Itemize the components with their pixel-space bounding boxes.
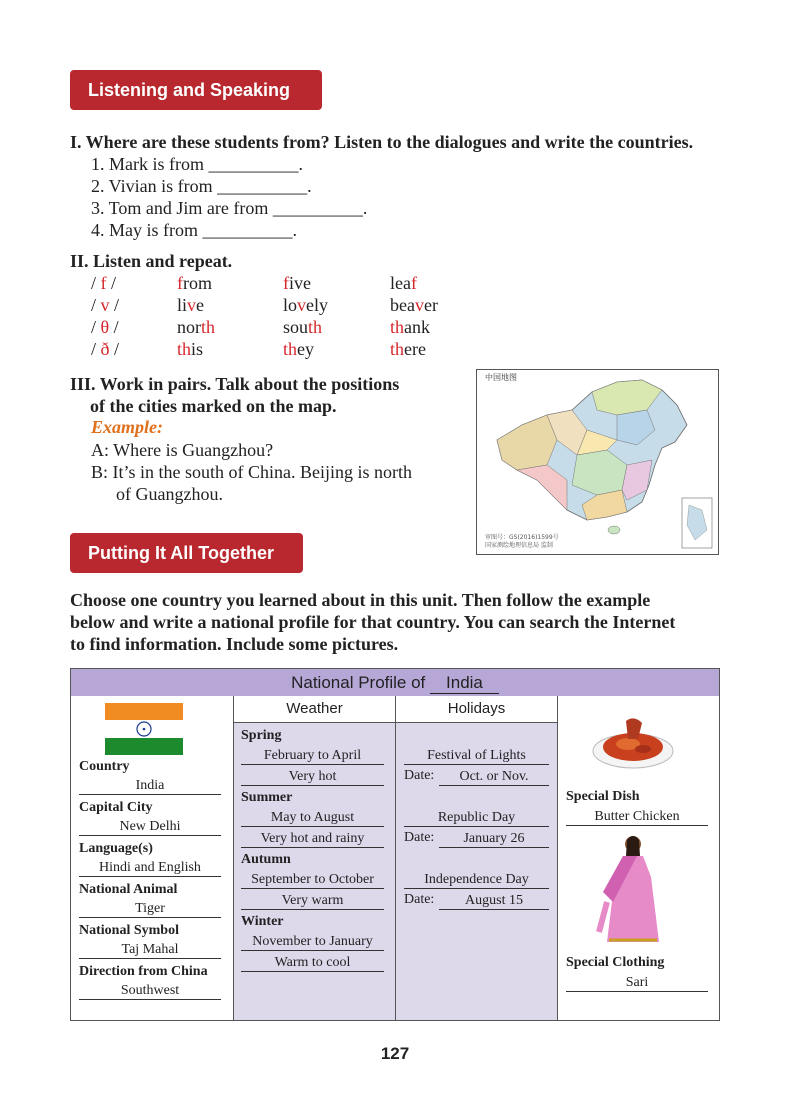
section-banner-putting-together: Putting It All Together xyxy=(70,533,303,573)
country-value: India xyxy=(79,777,221,795)
exercise-1-item: 1. Mark is from __________. xyxy=(91,154,303,174)
dialogue-line-b: B: It’s in the south of China. Beijing is north xyxy=(91,462,412,482)
holiday-1-name: Festival of Lights xyxy=(404,747,549,765)
phonics-word: beaver xyxy=(390,295,438,315)
profile-title: National Profile of India xyxy=(71,669,719,697)
phonetic-symbol: / ð / xyxy=(91,339,120,359)
culture-column xyxy=(558,696,719,1020)
winter-desc: Warm to cool xyxy=(241,954,384,972)
exercise-1-title: I. Where are these students from? Listen to the dialogues and write the countries. xyxy=(70,132,694,152)
phonics-word: this xyxy=(177,339,204,359)
task-line: below and write a national profile for that country. You can search the Internet xyxy=(70,612,676,632)
task-line: Choose one country you learned about in this unit. Then follow the example xyxy=(70,590,651,610)
clothing-value: Sari xyxy=(566,974,708,992)
holiday-2-name: Republic Day xyxy=(404,809,549,827)
language-value: Hindi and English xyxy=(79,859,221,877)
phonics-word: five xyxy=(283,273,311,293)
exercise-3-title-cont: of the cities marked on the map. xyxy=(90,396,337,416)
holiday-1-date-label: Date: xyxy=(404,768,435,783)
phonetic-symbol: / f / xyxy=(91,273,117,293)
winter-label: Winter xyxy=(241,914,284,929)
phonics-word: thank xyxy=(390,317,431,337)
autumn-months: September to October xyxy=(241,871,384,889)
direction-value: Southwest xyxy=(79,982,221,1000)
holiday-3-date: August 15 xyxy=(439,892,549,910)
holidays-header: Holidays xyxy=(396,696,557,723)
basic-info-column xyxy=(71,696,234,1020)
china-map-drawing xyxy=(477,370,719,555)
spring-label: Spring xyxy=(241,728,282,743)
exercise-3-title: III. Work in pairs. Talk about the positions xyxy=(70,374,400,394)
autumn-desc: Very warm xyxy=(241,892,384,910)
butter-chicken-icon xyxy=(588,711,678,771)
india-flag-icon xyxy=(105,703,183,755)
example-label: Example: xyxy=(91,417,163,437)
china-map xyxy=(476,369,719,555)
symbol-label: National Symbol xyxy=(79,923,179,938)
holiday-1-date: Oct. or Nov. xyxy=(439,768,549,786)
map-note: 审图号：GS(2016)1599号 国家测绘地理信息局 监制 xyxy=(485,534,559,549)
spring-months: February to April xyxy=(241,747,384,765)
weather-header: Weather xyxy=(234,696,395,723)
clothing-label: Special Clothing xyxy=(566,955,665,970)
phonics-word: live xyxy=(177,295,205,315)
country-label: Country xyxy=(79,759,130,774)
animal-value: Tiger xyxy=(79,900,221,918)
holiday-3-date-label: Date: xyxy=(404,892,435,907)
exercise-2-title: II. Listen and repeat. xyxy=(70,251,233,271)
holiday-2-date-label: Date: xyxy=(404,830,435,845)
phonetic-symbol: / v / xyxy=(91,295,120,315)
exercise-1-item: 3. Tom and Jim are from __________. xyxy=(91,198,368,218)
spring-desc: Very hot xyxy=(241,768,384,786)
map-title: 中国地图 xyxy=(485,373,517,382)
animal-label: National Animal xyxy=(79,882,178,897)
phonics-word: south xyxy=(283,317,323,337)
phonics-word: leaf xyxy=(390,273,417,293)
section-banner-listening: Listening and Speaking xyxy=(70,70,322,110)
sari-woman-icon xyxy=(593,832,673,944)
phonics-word: lovely xyxy=(283,295,329,315)
summer-label: Summer xyxy=(241,790,293,805)
phonics-word: from xyxy=(177,273,212,293)
autumn-label: Autumn xyxy=(241,852,291,867)
task-line: to find information. Include some pictures. xyxy=(70,634,399,654)
dialogue-line-b-cont: of Guangzhou. xyxy=(116,484,223,504)
holiday-3-name: Independence Day xyxy=(404,871,549,889)
symbol-value: Taj Mahal xyxy=(79,941,221,959)
page-number: 127 xyxy=(380,1044,410,1063)
phonics-word: north xyxy=(177,317,216,337)
dish-value: Butter Chicken xyxy=(566,808,708,826)
national-profile-table xyxy=(70,668,720,1021)
phonics-word: they xyxy=(283,339,315,359)
dish-label: Special Dish xyxy=(566,789,640,804)
language-label: Language(s) xyxy=(79,841,153,856)
holidays-column xyxy=(396,696,558,1020)
winter-months: November to January xyxy=(241,933,384,951)
summer-desc: Very hot and rainy xyxy=(241,830,384,848)
exercise-1-item: 2. Vivian is from __________. xyxy=(91,176,312,196)
phonetic-symbol: / θ / xyxy=(91,317,119,337)
capital-value: New Delhi xyxy=(79,818,221,836)
profile-country-name: India xyxy=(430,673,499,694)
phonics-word: there xyxy=(390,339,426,359)
direction-label: Direction from China xyxy=(79,964,208,979)
weather-column xyxy=(234,696,396,1020)
capital-label: Capital City xyxy=(79,800,153,815)
summer-months: May to August xyxy=(241,809,384,827)
holiday-2-date: January 26 xyxy=(439,830,549,848)
dialogue-line-a: A: Where is Guangzhou? xyxy=(91,440,274,460)
exercise-1-item: 4. May is from __________. xyxy=(91,220,297,240)
